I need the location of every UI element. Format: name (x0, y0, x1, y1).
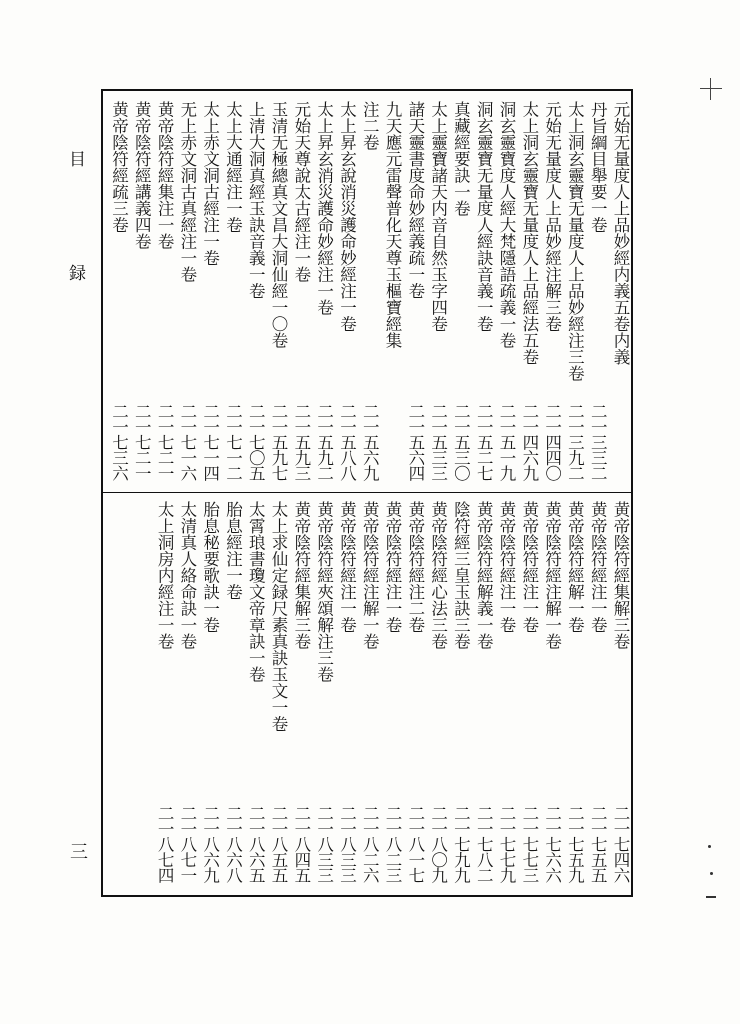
contents-upper-register (103, 91, 631, 492)
toc-entry-page: 二一五八八 (337, 403, 357, 481)
toc-entry-title: 太上洞玄靈寶无量度人上品經法五卷 (519, 101, 539, 365)
toc-entry-page: 二一三三二 (588, 403, 608, 481)
toc-entry (221, 493, 244, 895)
margin-title: 目 録 (65, 150, 85, 321)
toc-entry-page: 二一七五九 (565, 805, 585, 883)
toc-entry-page: 二一五六四 (405, 403, 425, 481)
contents-lower-register (103, 493, 631, 895)
toc-entry-page: 二一七〇五 (246, 403, 266, 481)
toc-entry-title: 黄帝陰符經解義一卷 (474, 501, 494, 650)
toc-entry (563, 493, 586, 895)
toc-entry-page: 二一五九二 (314, 403, 334, 481)
toc-entry-page: 二一七七三 (519, 805, 539, 883)
toc-entry (494, 493, 517, 895)
toc-entry-title: 元始无量度人上品妙經内義五卷内義 (611, 101, 630, 365)
toc-entry (563, 91, 586, 492)
toc-entry-title: 真藏經要訣一卷 (451, 101, 471, 217)
toc-entry (608, 91, 631, 492)
toc-entry-title: 黄帝陰符經注一卷 (497, 501, 517, 633)
toc-entry-title: 太上昇玄說消災護命妙經注一卷 (337, 101, 357, 332)
toc-entry-page: 二一八〇九 (428, 805, 448, 883)
toc-entry-page: 二一八七四 (155, 805, 175, 883)
toc-entry-page: 二一五一九 (497, 403, 517, 481)
toc-entry (585, 493, 608, 895)
toc-entry (449, 493, 472, 895)
toc-entry (449, 91, 472, 492)
contents-frame (101, 89, 633, 897)
toc-entry-page: 二一三九二 (565, 403, 585, 481)
toc-entry-page: 二一七七九 (497, 805, 517, 883)
toc-entry-title: 黄帝陰符經集解三卷 (611, 501, 630, 650)
toc-entry-title: 黄帝陰符經注解一卷 (360, 501, 380, 650)
toc-entry-title: 注二卷 (360, 101, 380, 151)
toc-entry-page: 二一八七一 (177, 805, 197, 883)
toc-entry-page: 二一五三〇 (451, 403, 471, 481)
toc-entry-page: 二一八三三 (314, 805, 334, 883)
toc-entry-page: 二一七三六 (109, 403, 129, 481)
toc-entry (471, 91, 494, 492)
toc-entry (129, 91, 152, 492)
toc-entry-page: 二一八六八 (223, 805, 243, 883)
toc-entry-title: 洞玄靈寶度人經大梵隱語疏義一卷 (497, 101, 517, 349)
toc-entry (107, 91, 130, 492)
toc-entry-page: 二一八二三 (383, 805, 403, 883)
toc-entry (243, 493, 266, 895)
toc-entry-title: 九天應元雷聲普化天尊玉樞寶經集 (383, 101, 403, 349)
toc-entry (175, 493, 198, 895)
toc-entry-title: 黄帝陰符經注一卷 (337, 501, 357, 633)
toc-entry-page: 二一七一二 (223, 403, 243, 481)
toc-entry (312, 91, 335, 492)
margin-dot (710, 872, 713, 875)
toc-entry-page: 二一八五五 (269, 805, 289, 883)
toc-entry-title: 胎息經注一卷 (223, 501, 243, 600)
toc-entry (266, 493, 289, 895)
toc-entry-page: 二一四六九 (519, 403, 539, 481)
toc-entry-page: 二一七二一 (155, 403, 175, 481)
toc-entry (243, 91, 266, 492)
toc-entry-page: 二一七五五 (588, 805, 608, 883)
toc-entry-title: 丹旨綱目舉要一卷 (588, 101, 608, 233)
toc-entry-title: 洞玄靈寶无量度人經訣音義一卷 (474, 101, 494, 332)
toc-entry-page: 二一八一七 (405, 805, 425, 883)
toc-entry-page: 二一七四六 (611, 805, 630, 883)
toc-entry (540, 493, 563, 895)
toc-entry (426, 91, 449, 492)
toc-entry (380, 493, 403, 895)
toc-entry-page: 二一七九九 (451, 805, 471, 883)
toc-entry-title: 諸天靈書度命妙經義疏一卷 (405, 101, 425, 299)
toc-entry (152, 91, 175, 492)
toc-entry (403, 91, 426, 492)
toc-entry (471, 493, 494, 895)
toc-entry (289, 493, 312, 895)
toc-entry-title: 黄帝陰符經心法三卷 (428, 501, 448, 650)
toc-entry (335, 493, 358, 895)
toc-entry-page: 二一七二一 (132, 403, 152, 481)
toc-entry-page: 二一八六五 (246, 805, 266, 883)
toc-entry-title: 太上靈寶諸天内音自然玉字四卷 (428, 101, 448, 332)
toc-entry-page: 二一八六九 (200, 805, 220, 883)
toc-entry-page: 二一五九七 (269, 403, 289, 481)
toc-entry (540, 91, 563, 492)
toc-entry-title: 元始天尊說太古經注一卷 (291, 101, 311, 283)
toc-entry-page: 二一四四〇 (542, 403, 562, 481)
toc-entry-page: 二一七一六 (177, 403, 197, 481)
toc-entry (289, 91, 312, 492)
toc-entry-page: 二一七六六 (542, 805, 562, 883)
toc-entry-title: 无上赤文洞古真經注一卷 (177, 101, 197, 283)
toc-entry (357, 493, 380, 895)
toc-entry (608, 493, 631, 895)
toc-entry (175, 91, 198, 492)
toc-entry-title: 黄帝陰符經集解三卷 (291, 501, 311, 650)
toc-entry (198, 493, 221, 895)
toc-entry (585, 91, 608, 492)
toc-entry-title: 黄帝陰符經夾頌解注三卷 (314, 501, 334, 683)
toc-entry-title: 黄帝陰符經注二卷 (405, 501, 425, 633)
toc-entry-page: 二一五九三 (291, 403, 311, 481)
toc-entry (403, 493, 426, 895)
toc-entry (494, 91, 517, 492)
toc-entry-title: 太上洞玄靈寶无量度人上品妙經注三卷 (565, 101, 585, 382)
toc-entry (517, 91, 540, 492)
toc-entry (357, 91, 380, 492)
toc-entry-page: 二一五六九 (360, 403, 380, 481)
toc-entry-title: 太上赤文洞古經注一卷 (200, 101, 220, 266)
toc-entry (312, 493, 335, 895)
toc-entry (517, 493, 540, 895)
toc-entry (152, 493, 175, 895)
margin-dot (708, 845, 711, 848)
toc-entry-title: 胎息秘要歌訣一卷 (200, 501, 220, 633)
toc-entry-title: 上清大洞真經玉訣音義一卷 (246, 101, 266, 299)
toc-entry-title: 元始无量度人上品妙經注解三卷 (542, 101, 562, 332)
toc-entry (221, 91, 244, 492)
toc-entry-page: 二一五二七 (474, 403, 494, 481)
page-number: 三 (70, 842, 88, 863)
toc-entry-page: 二一八四五 (291, 805, 311, 883)
toc-entry-title: 黄帝陰符經注解一卷 (542, 501, 562, 650)
toc-entry-title: 太上昇玄消災護命妙經注一卷 (314, 101, 334, 316)
toc-entry-title: 黄帝陰符經集注一卷 (155, 101, 175, 250)
toc-entry-title: 太上洞房内經注一卷 (155, 501, 175, 650)
toc-entry-title: 黄帝陰符經注一卷 (519, 501, 539, 633)
toc-entry-page: 二一八二六 (360, 805, 380, 883)
toc-entry-page: 二一八三三 (337, 805, 357, 883)
toc-entry-title: 黄帝陰符經注一卷 (588, 501, 608, 633)
toc-entry-title: 黄帝陰符經解一卷 (565, 501, 585, 633)
toc-entry-title: 太上求仙定録尺素真訣玉文一卷 (269, 501, 289, 732)
toc-entry-title: 黄帝陰符經疏三卷 (109, 101, 129, 233)
toc-entry-page: 二一七八二 (474, 805, 494, 883)
toc-entry-title: 玉清无極總真文昌大洞仙經一〇卷 (269, 101, 289, 349)
toc-entry (335, 91, 358, 492)
toc-entry (198, 91, 221, 492)
toc-entry (426, 493, 449, 895)
toc-entry-title: 太上大通經注一卷 (223, 101, 243, 233)
toc-entry-page: 二一七一四 (200, 403, 220, 481)
crop-mark-icon (700, 78, 722, 100)
toc-entry-title: 黄帝陰符經注一卷 (383, 501, 403, 633)
toc-entry (266, 91, 289, 492)
toc-entry-title: 陰符經三皇玉訣三卷 (451, 501, 471, 650)
toc-entry-title: 黄帝陰符經講義四卷 (132, 101, 152, 250)
toc-entry-title: 太霄琅書瓊文帝章訣一卷 (246, 501, 266, 683)
toc-entry (380, 91, 403, 492)
toc-entry-page: 二一五三三 (428, 403, 448, 481)
margin-dash (706, 896, 716, 898)
toc-entry-title: 太清真人絡命訣一卷 (177, 501, 197, 650)
